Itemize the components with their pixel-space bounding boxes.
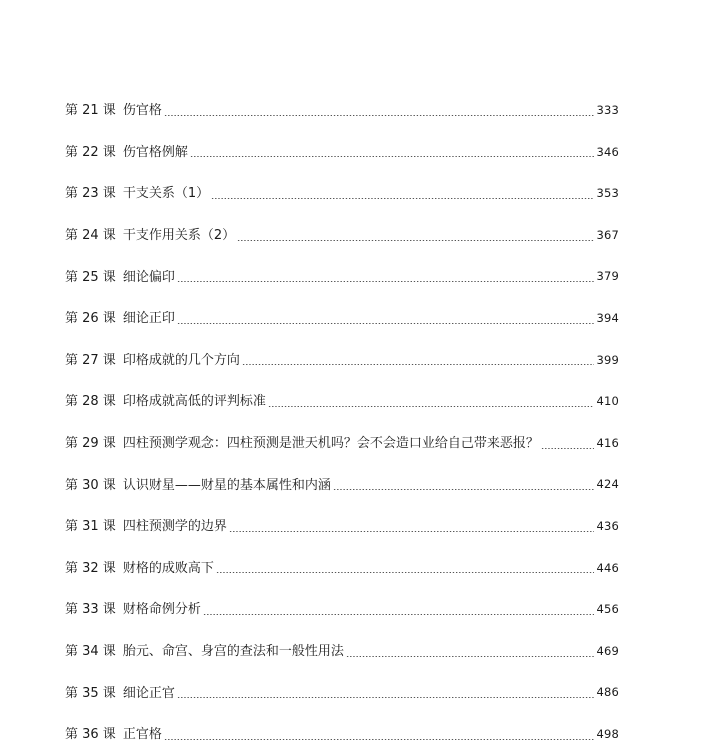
toc-entry-label: [65, 479, 331, 492]
lesson-title: 伤官格: [122, 103, 162, 119]
page-number: 367: [596, 227, 619, 242]
dot-leader: [541, 448, 595, 449]
page-number: 469: [596, 643, 619, 658]
lesson-number: 第 25 课: [65, 269, 116, 285]
lesson-number: 第 26 课: [65, 311, 116, 327]
lesson-title: 细论正官: [122, 685, 175, 701]
page-number: 410: [596, 394, 619, 409]
dot-leader: [346, 656, 595, 657]
page-number: 498: [596, 726, 619, 741]
page-number: 436: [596, 518, 619, 533]
lesson-number: 第 29 课: [65, 436, 116, 452]
lesson-title: 胎元、命宫、身宫的查法和一般性用法: [122, 644, 344, 660]
toc-entry-label: [65, 562, 214, 575]
lesson-number: 第 24 课: [65, 228, 116, 244]
toc-entry-label: [65, 687, 175, 700]
toc-entry-33: [65, 589, 619, 631]
toc-entry-24: [65, 215, 619, 257]
page-number: 416: [596, 435, 619, 450]
page-number: 486: [596, 685, 619, 700]
toc-entry-label: [65, 728, 162, 741]
toc-entry-label: [65, 104, 162, 117]
lesson-title: 财格命例分析: [122, 602, 201, 618]
lesson-number: 第 35 课: [65, 685, 116, 701]
page-number: 399: [596, 352, 619, 367]
lesson-title: 正官格: [122, 727, 162, 743]
dot-leader: [268, 406, 595, 407]
toc-entry-30: [65, 464, 619, 506]
dot-leader: [177, 281, 595, 282]
toc-entry-26: [65, 298, 619, 340]
lesson-number: 第 28 课: [65, 394, 116, 410]
lesson-title: 印格成就高低的评判标准: [122, 394, 266, 410]
toc-entry-25: [65, 256, 619, 298]
toc-entry-34: [65, 631, 619, 673]
toc-entry-23: [65, 173, 619, 215]
toc-entry-label: [65, 437, 539, 450]
toc-entry-27: [65, 340, 619, 382]
dot-leader: [164, 115, 595, 116]
lesson-title: 干支关系（1）: [122, 186, 210, 202]
lesson-number: 第 36 课: [65, 727, 116, 743]
lesson-number: 第 33 课: [65, 602, 116, 618]
dot-leader: [203, 614, 595, 615]
dot-leader: [229, 531, 595, 532]
toc-entry-22: [65, 132, 619, 174]
toc-entry-label: [65, 271, 175, 284]
page-number: 333: [596, 103, 619, 118]
lesson-title: 四柱预测学观念：四柱预测是泄天机吗？会不会造口业给自己带来恶报？: [122, 436, 539, 452]
toc-entry-35: [65, 672, 619, 714]
lesson-number: 第 22 课: [65, 144, 116, 160]
lesson-title: 四柱预测学的边界: [122, 519, 227, 535]
toc-entry-label: [65, 603, 201, 616]
dot-leader: [242, 364, 595, 365]
lesson-number: 第 21 课: [65, 103, 116, 119]
toc-entry-label: [65, 520, 227, 533]
lesson-number: 第 34 课: [65, 644, 116, 660]
dot-leader: [190, 156, 595, 157]
page-number: 353: [596, 186, 619, 201]
toc-entry-21: [65, 90, 619, 132]
lesson-title: 认识财星——财星的基本属性和内涵: [122, 477, 331, 493]
page-number: 446: [596, 560, 619, 575]
lesson-number: 第 27 课: [65, 352, 116, 368]
toc-entry-36: [65, 714, 619, 756]
lesson-number: 第 32 课: [65, 560, 116, 576]
toc-entry-29: [65, 423, 619, 465]
lesson-title: 伤官格例解: [122, 144, 188, 160]
table-of-contents: [65, 90, 619, 756]
toc-entry-32: [65, 548, 619, 590]
dot-leader: [211, 198, 594, 199]
lesson-number: 第 31 课: [65, 519, 116, 535]
dot-leader: [216, 572, 595, 573]
lesson-number: 第 30 课: [65, 477, 116, 493]
lesson-title: 印格成就的几个方向: [122, 352, 240, 368]
lesson-title: 干支作用关系（2）: [122, 228, 236, 244]
page-number: 394: [596, 311, 619, 326]
dot-leader: [333, 489, 595, 490]
toc-entry-label: [65, 187, 209, 200]
toc-entry-label: [65, 354, 240, 367]
page-number: 456: [596, 602, 619, 617]
toc-entry-label: [65, 645, 344, 658]
toc-entry-label: [65, 229, 235, 242]
page-number: 346: [596, 144, 619, 159]
lesson-title: 细论正印: [122, 311, 175, 327]
dot-leader: [177, 697, 595, 698]
dot-leader: [177, 323, 595, 324]
lesson-title: 财格的成败高下: [122, 560, 214, 576]
lesson-number: 第 23 课: [65, 186, 116, 202]
lesson-title: 细论偏印: [122, 269, 175, 285]
toc-entry-label: [65, 395, 266, 408]
page-number: 424: [596, 477, 619, 492]
dot-leader: [237, 240, 594, 241]
toc-entry-28: [65, 381, 619, 423]
toc-entry-label: [65, 312, 175, 325]
page-number: 379: [596, 269, 619, 284]
toc-entry-label: [65, 146, 188, 159]
toc-entry-31: [65, 506, 619, 548]
dot-leader: [164, 739, 595, 740]
